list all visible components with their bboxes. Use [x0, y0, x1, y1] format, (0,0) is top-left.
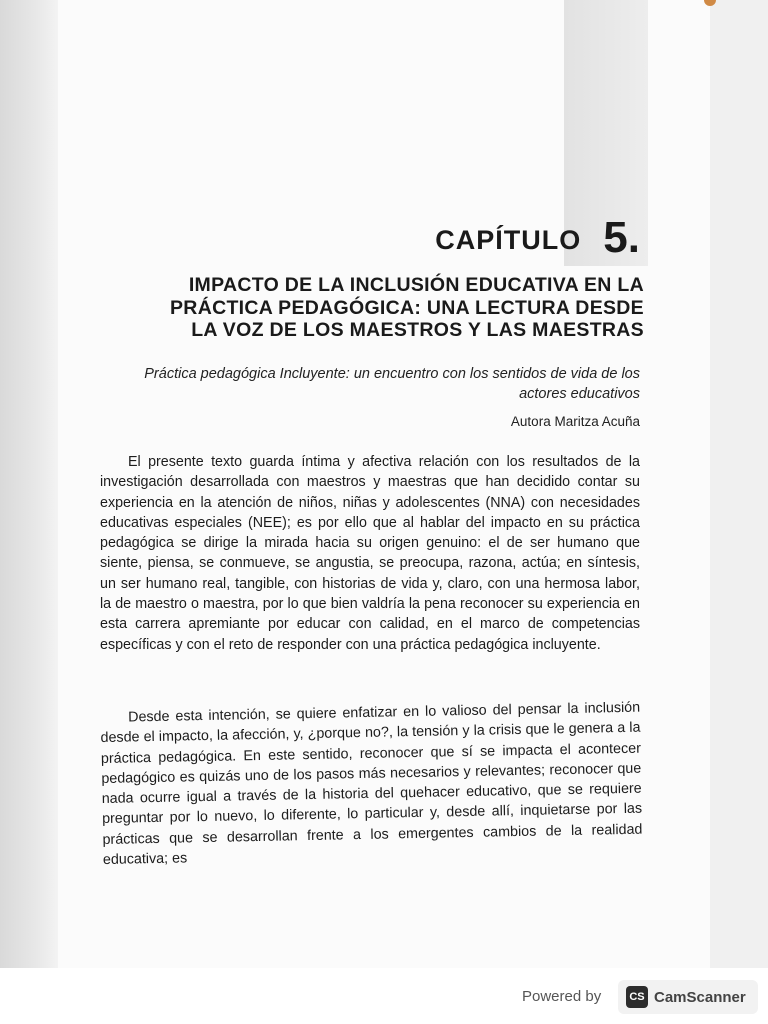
author-credit: Autora Maritza Acuña: [510, 414, 640, 429]
chapter-title-line: LA VOZ DE LOS MAESTROS Y LAS MAESTRAS: [191, 319, 644, 341]
paragraph-text: El presente texto guarda íntima y afectiva relación con los resultados de la investigación desarrollada con maestros y maestras que han decidido contar su experiencia en la atención de niños, niñas y adolescentes (NNA) con necesidades educativas especiales (NEE); es por ello que al hablar del impacto en su práctica pedagógica se dirige la mirada hacia su origen genuino: el de ser humano que siente, piensa, se conmueve, se angustia, se preocupa, razona, actúa; en síntesis, un ser humano real, tangible, con historias de vida y, claro, con una hermosa labor, la de maestro o maestra, por lo que bien valdría la pena reconocer su experiencia en esta carrera apremiante por educar con calidad, en el marco de competencias específicas y con el reto de responder con una práctica pedagógica incluyente.: [100, 454, 640, 653]
chapter-heading: [380, 208, 640, 268]
chapter-title: [110, 274, 644, 342]
powered-by-label: Powered by: [522, 988, 602, 1005]
camscanner-logo: [618, 980, 758, 1014]
page-right-edge: [710, 0, 768, 968]
chapter-title-line: PRÁCTICA PEDAGÓGICA: UNA LECTURA DESDE: [170, 296, 644, 319]
camscanner-icon: CS: [626, 986, 648, 1008]
chapter-label: CAPÍTULO: [435, 225, 582, 255]
chapter-number: 5.: [603, 213, 640, 262]
body-paragraph-1: [100, 452, 640, 655]
chapter-subtitle: Práctica pedagógica Incluyente: un encuentro con los sentidos de vida de los actores educativos: [144, 366, 640, 402]
body-paragraph-2: [100, 698, 643, 871]
paragraph-text: Desde esta intención, se quiere enfatizar en lo valioso del pensar la inclusión desde el impacto, la afección, y, ¿porque no?, la tensión y la crisis que le genera a la práctica pedagógica. En este sentido, reconocer que sí se impacta el acontecer pedagógico es quizás uno de los pasos más necesarios y relevantes; reconocer que nada ocurre igual a través de la historia del quehacer educativo, que se requiere preguntar por lo nuevo, lo diferente, lo particular y, desde allí, inquietarse por las prácticas que se desarrollan frente a los emergentes cambios de la realidad educativa; es: [100, 699, 643, 869]
chapter-title-line: IMPACTO DE LA INCLUSIÓN EDUCATIVA EN LA: [188, 274, 644, 296]
camscanner-brand: CamScanner: [654, 988, 746, 1006]
scan-left-shadow: [0, 0, 62, 968]
